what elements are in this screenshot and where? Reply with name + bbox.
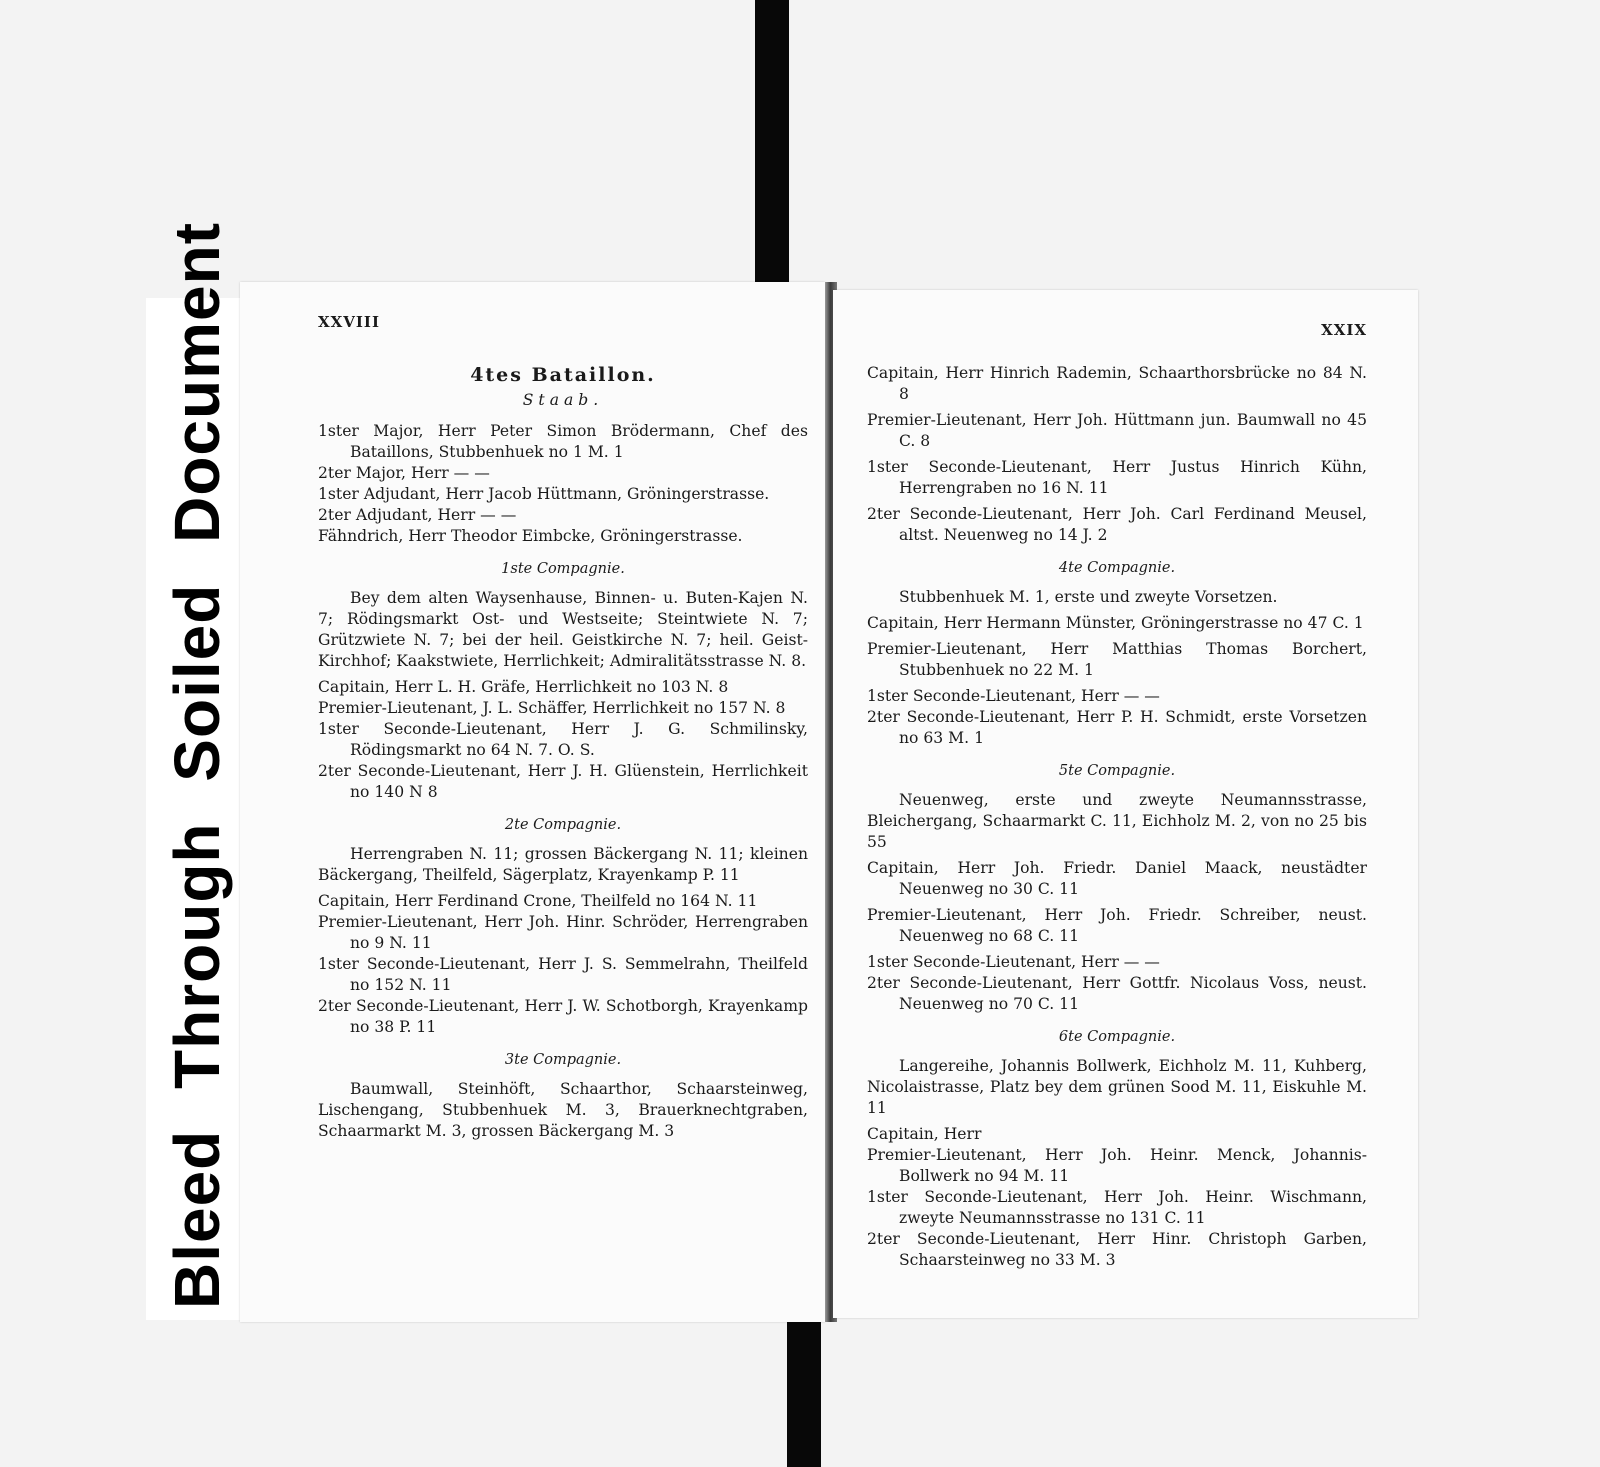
- side-label-strip: [146, 221, 249, 1320]
- officer-entry: Capitain, Herr: [867, 1125, 982, 1143]
- section-subtitle: Staab.: [522, 391, 604, 409]
- company-district: Herrengraben N. 11; grossen Bäckergang N. 11; kleinen Bäckergang, Theilfeld, Sägerplatz, Krayenkamp P. 11: [318, 845, 808, 884]
- officer-entry: 2ter Seconde-Lieutenant, Herr P. H. Schmidt, erste Vorsetzen no 63 M. 1: [867, 708, 1367, 747]
- officer-entry: Premier-Lieutenant, Herr Joh. Hinr. Schröder, Herrengraben no 9 N. 11: [318, 913, 808, 952]
- side-label-text: Bleed Through Soiled Document: [161, 221, 233, 1309]
- officer-entry: 1ster Seconde-Lieutenant, Herr — —: [867, 687, 1160, 705]
- right-page: [833, 290, 1418, 1318]
- company-heading: 3te Compagnie.: [504, 1052, 622, 1068]
- officer-entry: 1ster Seconde-Lieutenant, Herr — —: [867, 953, 1160, 971]
- binding-tape-top: [755, 0, 789, 300]
- officer-entry: Premier-Lieutenant, Herr Joh. Heinr. Menck, Johannis-Bollwerk no 94 M. 11: [867, 1146, 1367, 1185]
- company-heading: 1ste Compagnie.: [501, 561, 625, 577]
- company-heading: 2te Compagnie.: [504, 817, 622, 833]
- left-page: [240, 282, 825, 1322]
- officer-entry: 2ter Seconde-Lieutenant, Herr J. W. Schotborgh, Krayenkamp no 38 P. 11: [318, 997, 808, 1036]
- page-title: 4tes Bataillon.: [470, 364, 656, 386]
- staff-entry: 2ter Adjudant, Herr — —: [318, 506, 517, 524]
- company-heading: 6te Compagnie.: [1058, 1029, 1176, 1045]
- officer-entry: Premier-Lieutenant, J. L. Schäffer, Herrlichkeit no 157 N. 8: [318, 699, 786, 717]
- officer-entry: 2ter Seconde-Lieutenant, Herr Joh. Carl Ferdinand Meusel, altst. Neuenweg no 14 J. 2: [867, 505, 1367, 544]
- officer-entry: Capitain, Herr L. H. Gräfe, Herrlichkeit no 103 N. 8: [318, 678, 729, 696]
- officer-entry: Capitain, Herr Ferdinand Crone, Theilfeld no 164 N. 11: [318, 892, 758, 910]
- company-district: Baumwall, Steinhöft, Schaarthor, Schaarsteinweg, Lischengang, Stubbenhuek M. 3, Brauerknechtgraben, Schaarmarkt M. 3, grossen Bäckergang M. 3: [318, 1080, 808, 1140]
- company-district: Neuenweg, erste und zweyte Neumannsstrasse, Bleichergang, Schaarmarkt C. 11, Eichholz M. 2, von no 25 bis 55: [867, 791, 1367, 851]
- officer-entry: Capitain, Herr Joh. Friedr. Daniel Maack, neustädter Neuenweg no 30 C. 11: [867, 859, 1367, 898]
- left-page-text: [318, 312, 808, 1147]
- page-number: XXIX: [1321, 321, 1367, 339]
- staff-entry: 1ster Major, Herr Peter Simon Brödermann, Chef des Bataillons, Stubbenhuek no 1 M. 1: [318, 422, 808, 461]
- staff-entry: 2ter Major, Herr — —: [318, 464, 490, 482]
- officer-entry: 2ter Seconde-Lieutenant, Herr Gottfr. Nicolaus Voss, neust. Neuenweg no 70 C. 11: [867, 974, 1367, 1013]
- officer-entry: Capitain, Herr Hermann Münster, Gröningerstrasse no 47 C. 1: [867, 614, 1364, 632]
- company-heading: 5te Compagnie.: [1058, 763, 1176, 779]
- company-heading: 4te Compagnie.: [1058, 560, 1176, 576]
- company-district: Langereihe, Johannis Bollwerk, Eichholz M. 11, Kuhberg, Nicolaistrasse, Platz bey dem grünen Sood M. 11, Eiskuhle M. 11: [867, 1057, 1367, 1117]
- company-district: Stubbenhuek M. 1, erste und zweyte Vorsetzen.: [899, 588, 1278, 606]
- staff-entry: Fähndrich, Herr Theodor Eimbcke, Gröningerstrasse.: [318, 527, 743, 545]
- officer-entry: Premier-Lieutenant, Herr Joh. Hüttmann jun. Baumwall no 45 C. 8: [867, 411, 1367, 450]
- officer-entry: 2ter Seconde-Lieutenant, Herr J. H. Glüenstein, Herrlichkeit no 140 N 8: [318, 762, 808, 801]
- officer-entry: 1ster Seconde-Lieutenant, Herr Joh. Heinr. Wischmann, zweyte Neumannsstrasse no 131 C. 11: [867, 1188, 1367, 1227]
- officer-entry: 2ter Seconde-Lieutenant, Herr Hinr. Christoph Garben, Schaarsteinweg no 33 M. 3: [867, 1230, 1367, 1269]
- officer-entry: Premier-Lieutenant, Herr Joh. Friedr. Schreiber, neust. Neuenweg no 68 C. 11: [867, 906, 1367, 945]
- page-number: XXVIII: [318, 313, 380, 331]
- binding-tape-bottom: [787, 1318, 821, 1467]
- officer-entry: 1ster Seconde-Lieutenant, Herr Justus Hinrich Kühn, Herrengraben no 16 N. 11: [867, 458, 1367, 497]
- officer-entry: 1ster Seconde-Lieutenant, Herr J. S. Semmelrahn, Theilfeld no 152 N. 11: [318, 955, 808, 994]
- officer-entry: Premier-Lieutenant, Herr Matthias Thomas Borchert, Stubbenhuek no 22 M. 1: [867, 640, 1367, 679]
- officer-entry: Capitain, Herr Hinrich Rademin, Schaarthorsbrücke no 84 N. 8: [867, 364, 1367, 403]
- company-district: Bey dem alten Waysenhause, Binnen- u. Buten-Kajen N. 7; Rödingsmarkt Ost- und Westseite; Steintwiete N. 7; Grützwiete N. 7; bei der heil. Geistkirche N. 7; heil. Geist-Kirchhof; Kaakstwiete, Herrlichkeit; Admiralitätsstrasse N. 8.: [318, 589, 808, 670]
- officer-entry: 1ster Seconde-Lieutenant, Herr J. G. Schmilinsky, Rödingsmarkt no 64 N. 7. O. S.: [318, 720, 808, 759]
- staff-entry: 1ster Adjudant, Herr Jacob Hüttmann, Gröningerstrasse.: [318, 485, 770, 503]
- right-page-text: [867, 320, 1367, 1271]
